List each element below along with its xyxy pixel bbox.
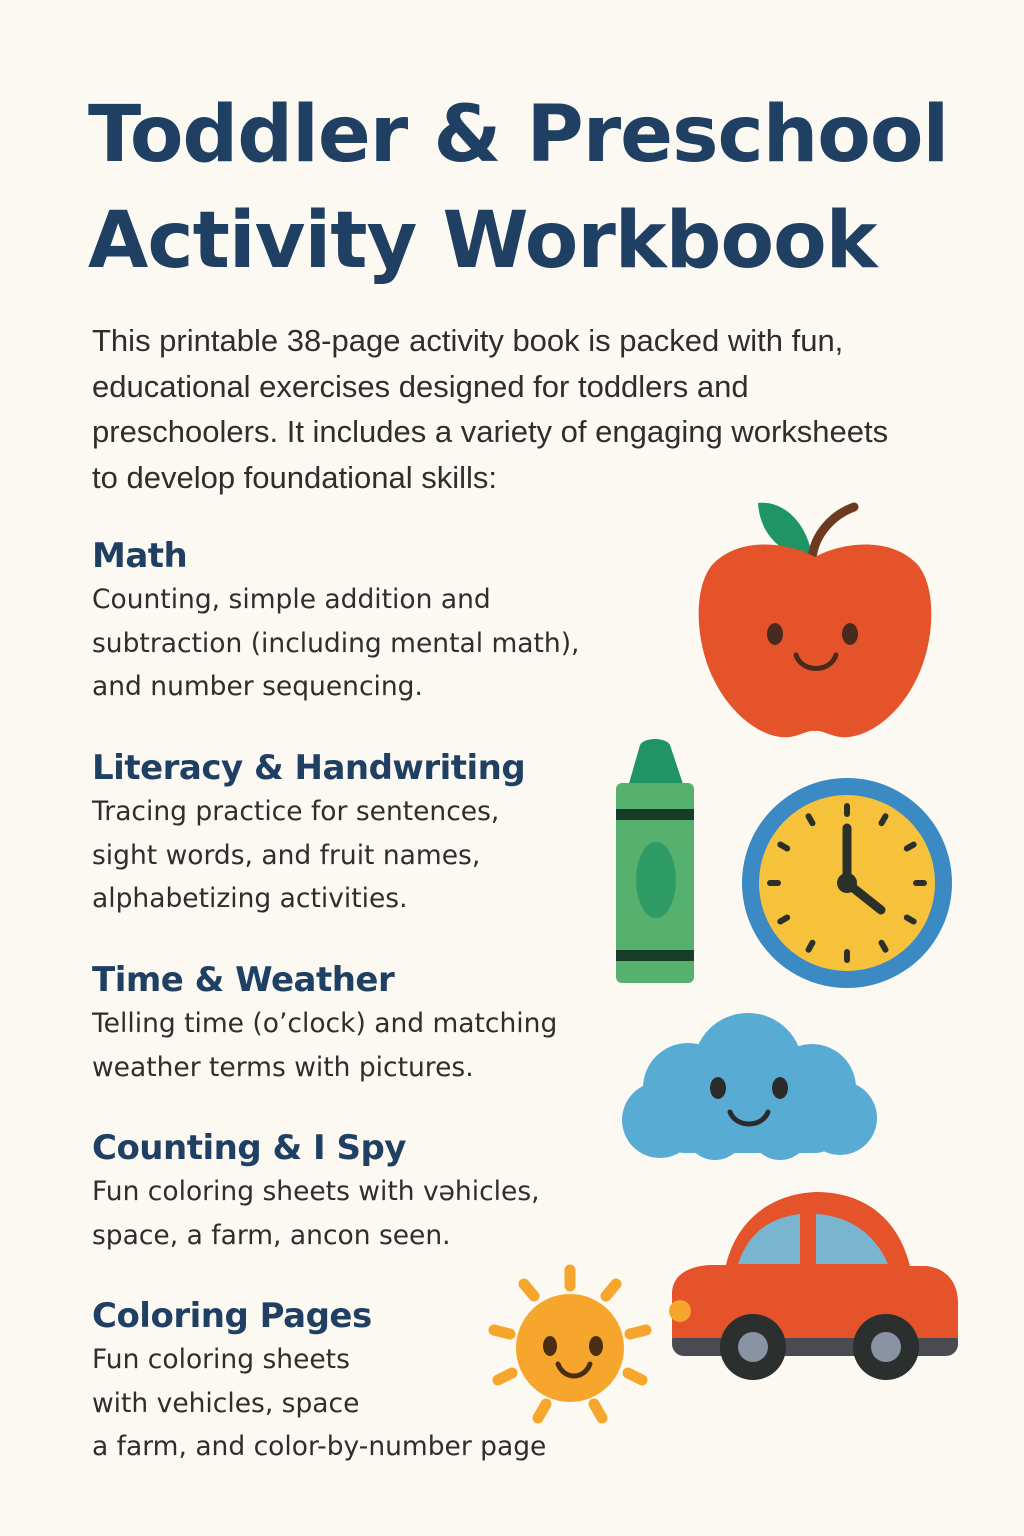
intro-line: This printable 38-page activity book is packed with fun, — [92, 323, 844, 358]
intro-paragraph — [92, 318, 972, 500]
apple-icon — [690, 495, 940, 745]
section-math — [92, 534, 652, 709]
intro-line: educational exercises designed for toddlers and — [92, 368, 749, 404]
title-line-2: Activity Workbook — [88, 196, 877, 286]
car-icon — [668, 1188, 960, 1388]
section-heading: Time & Weather — [92, 960, 395, 1000]
section-description — [92, 790, 652, 921]
section-heading: Literacy & Handwriting — [92, 748, 526, 788]
title-line-1: Toddler & Preschool — [88, 90, 949, 180]
description-line: with vehicles, space — [92, 1387, 360, 1419]
description-line: weather terms with pictures. — [92, 1051, 474, 1083]
section-time-weather — [92, 958, 652, 1089]
description-line: subtraction (including mental math), — [92, 627, 580, 659]
section-description — [92, 578, 652, 709]
description-line: Counting, simple addition and — [92, 584, 491, 615]
page-title — [88, 82, 988, 294]
description-line: Fun coloring sheets — [92, 1344, 350, 1375]
description-line: and number sequencing. — [92, 671, 423, 702]
section-heading: Coloring Pages — [92, 1296, 372, 1336]
section-description — [92, 1002, 652, 1089]
crayon-icon — [614, 735, 698, 987]
section-description — [92, 1170, 652, 1257]
cloud-icon — [620, 1008, 880, 1164]
intro-line: to develop foundational skills: — [92, 459, 497, 495]
description-line: Tracing practice for sentences, — [92, 796, 500, 827]
section-literacy-handwriting — [92, 746, 652, 921]
intro-line: preschoolers. It includes a variety of engaging worksheets — [92, 414, 889, 449]
description-line: alphabetizing activities. — [92, 883, 408, 914]
description-line: a farm, and color-by-number page — [92, 1431, 547, 1462]
description-line: space, a farm, ancon seen. — [92, 1219, 451, 1251]
sun-icon — [484, 1260, 656, 1432]
description-line: Telling time (o’clock) and matching — [92, 1008, 558, 1039]
section-heading: Counting & I Spy — [92, 1128, 406, 1168]
section-heading: Math — [92, 536, 188, 576]
section-counting-i-spy — [92, 1126, 652, 1257]
clock-icon — [740, 776, 954, 990]
description-line: sight words, and fruit names, — [92, 839, 481, 871]
description-line: Fun coloring sheets with vəhicles, — [92, 1176, 540, 1207]
